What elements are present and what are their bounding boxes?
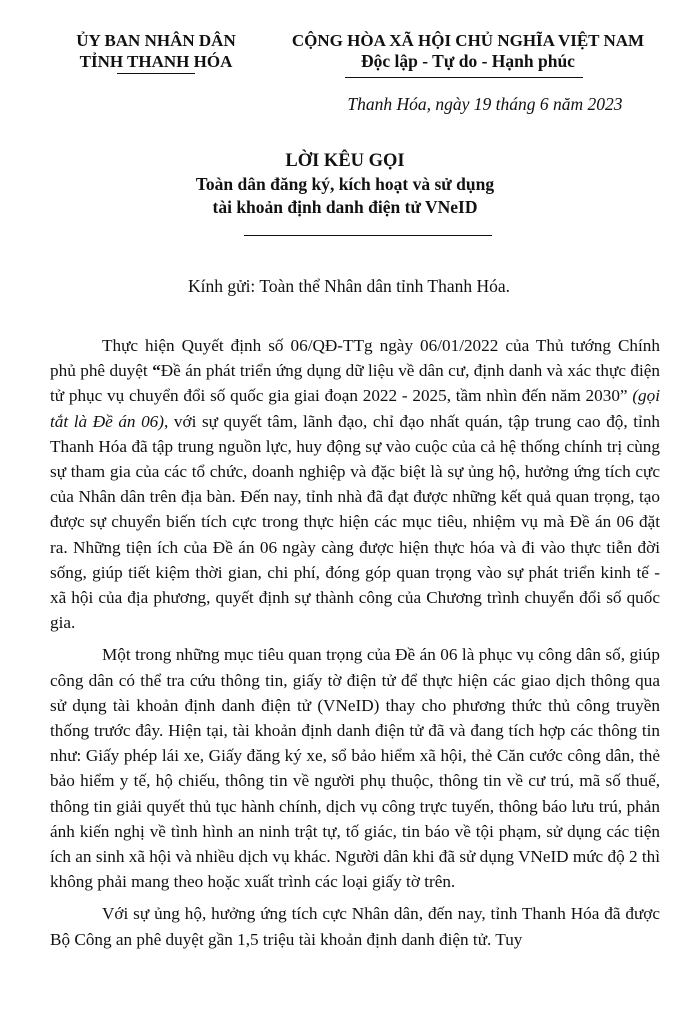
paragraph-1-text-a: Thực hiện Quyết định số 06/QĐ-TTg ngày 06/01/2022 của Thủ tướng Chính phủ phê duyệt <box>50 336 660 381</box>
document-title <box>60 150 630 219</box>
agency-line-1: ỦY BAN NHÂN DÂN <box>76 31 236 50</box>
issuing-agency <box>56 30 256 72</box>
title-line-2: Toàn dân đăng ký, kích hoạt và sử dụng <box>195 174 495 194</box>
paragraph-1-text-c: Đề án phát triển ứng dụng dữ liệu về dân cư, định danh và xác thực điện tử phục vụ chuyển đổi số quốc gia giai đoạn 2022 - 2025, tầm nhìn đến năm 2030” <box>50 361 660 406</box>
paragraph-3: Với sự ủng hộ, hưởng ứng tích cực Nhân dân, đến nay, tỉnh Thanh Hóa đã được Bộ Công an phê duyệt gần 1,5 triệu tài khoản định danh điện tử. Tuy <box>50 904 660 949</box>
national-motto: Độc lập - Tự do - Hạnh phúc <box>361 51 575 71</box>
opening-quote: “ <box>152 361 161 381</box>
paragraph-1-text-e: , với sự quyết tâm, lãnh đạo, chỉ đạo nhất quán, tập trung cao độ, tỉnh Thanh Hóa đã tập trung nguồn lực, huy động sự vào cuộc của cả hệ thống chính trị cùng sự tham gia của các tổ chức, doanh nghiệp và đặc biệt là sự ủng hộ, hưởng ứng tích cực của Nhân dân trên địa bàn. Đến nay, tỉnh nhà đã đạt được những kết quả quan trọng, tạo được sự chuyển biến tích cực trong thực hiện các mục tiêu, nhiệm vụ mà Đề án 06 đặt ra. Những tiện ích của Đề án 06 ngày càng được hiện thực hóa và đi vào thực tiễn đời sống, giúp tiết kiệm thời gian, chi phí, đóng góp quan trọng vào sự phát triển kinh tế - xã hội của địa phương, quyết định sự thành công của Chương trình chuyển đổi số quốc gia. <box>50 411 661 633</box>
paragraph-1 <box>50 333 660 635</box>
paragraph-2: Một trong những mục tiêu quan trọng của Đề án 06 là phục vụ công dân số, giúp công dân có thể tra cứu thông tin, giấy tờ điện tử để thực hiện các giao dịch thông qua sử dụng tài khoản định danh điện tử (VNeID) thay cho phương thức thủ công truyền thống trước đây. Hiện tại, tài khoản định danh điện tử đã và đang tích hợp các thông tin như: Giấy phép lái xe, Giấy đăng ký xe, sổ bảo hiểm xã hội, thẻ Căn cước công dân, thẻ bảo hiểm y tế, hộ chiếu, thông tin về người phụ thuộc, thông tin về cư trú, mã số thuế, thông tin giải quyết thủ tục hành chính, dịch vụ công trực tuyến, thông báo lưu trú, phản ánh kiến nghị về tình hình an ninh trật tự, tố giác, tin báo về tội phạm, sử dụng các tiện ích an sinh xã hội và nhiều dịch vụ khác. Người dân khi đã sử dụng VNeID mức độ 2 thì không phải mang theo hoặc xuất trình các loại giấy tờ trên. <box>50 645 661 892</box>
title-underline <box>244 235 492 236</box>
agency-line-2: TỈNH THANH HÓA <box>79 52 233 71</box>
country-name: CỘNG HÒA XÃ HỘI CHỦ NGHĨA VIỆT NAM <box>291 31 645 50</box>
dateline: Thanh Hóa, ngày 19 tháng 6 năm 2023 <box>347 94 623 114</box>
title-line-1: LỜI KÊU GỌI <box>285 151 405 171</box>
title-line-3: tài khoản định danh điện tử VNeID <box>212 197 478 217</box>
agency-underline <box>117 73 195 74</box>
national-header <box>268 30 668 72</box>
motto-underline <box>345 77 583 78</box>
document-body <box>50 333 660 959</box>
recipient-line: Kính gửi: Toàn thể Nhân dân tỉnh Thanh Hóa. <box>187 276 511 296</box>
paragraph-1-note: (gọi tắt là Đề án 06) <box>50 386 660 431</box>
